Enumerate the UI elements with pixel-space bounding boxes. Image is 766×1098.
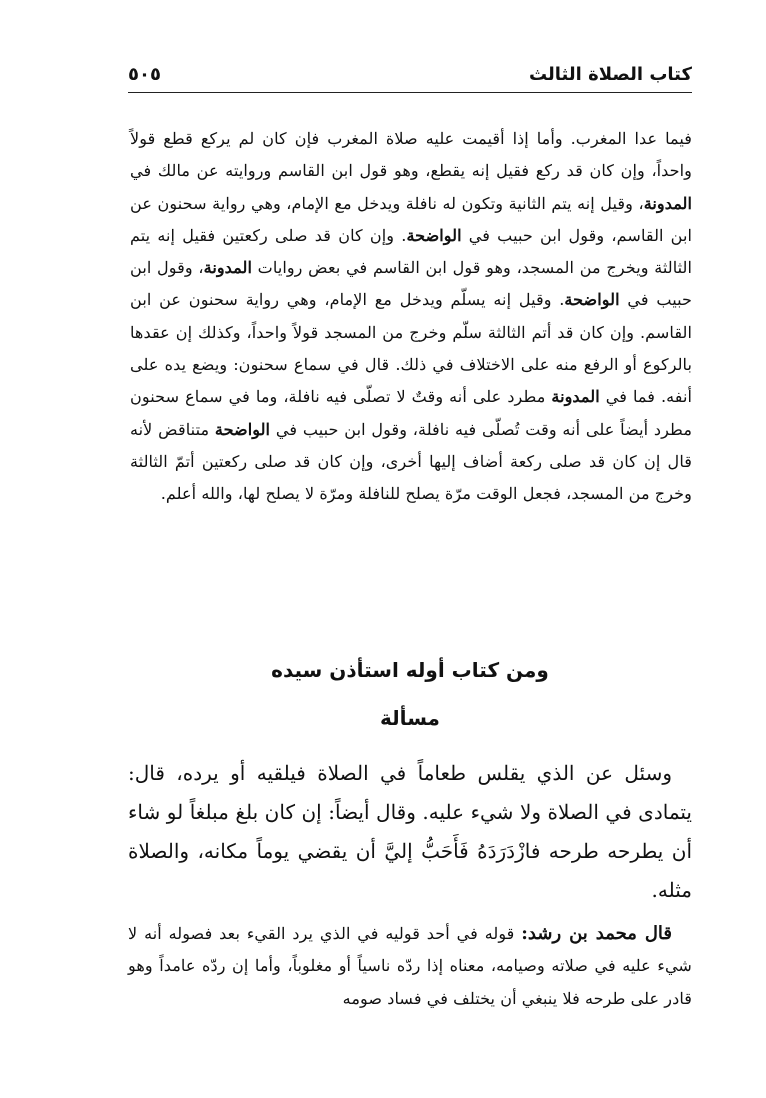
book-reference: الواضحة <box>214 419 271 439</box>
chapter-title: كتاب الصلاة الثالث <box>528 64 692 85</box>
book-reference: المدونة <box>643 193 692 213</box>
section-heading: ومن كتاب أوله استأذن سيده <box>271 658 549 682</box>
text-run: ، وقيل إنه يتم الثانية وتكون له نافلة ويدخل مع الإمام، وهي رواية سحنون عن ابن القاسم، وقول ابن حبيب في <box>130 193 692 245</box>
text-run: متناقض لأنه قال إن كان قد صلى ركعة أضاف إليها أخرى، وإن كان قد صلى ركعتين أتمّ الثالثة وخرج من المسجد، فجعل الوقت مرّة يصلح للنافلة ومرّة لا يصلح لها، والله أعلم. <box>130 419 692 504</box>
matn-text: وسئل عن الذي يقلس طعاماً في الصلاة فيلقيه أو يرده، قال: يتمادى في الصلاة ولا شيء عليه. وقال أيضاً: إن كان بلغ مبلغاً لو شاء أن يطرحه طرحه فازْدَرَدَهُ فَأَحَبُّ إليَّ أن يقضي يوماً مكانه، والصلاة مثله. <box>128 761 692 902</box>
book-reference: الواضحة <box>406 225 462 245</box>
text-run: . وقيل إنه يسلّم ويدخل مع الإمام، وهي رواية سحنون عن ابن القاسم. وإن كان قد أتم الثالثة سلّم وخرج من المسجد قولاً واحداً، وكذلك إن عقدها بالركوع أو الرفع منه على الاختلاف في ذلك. قال في سماع سحنون: ويضع يده على أنفه. فما في <box>130 290 692 407</box>
commentary-text <box>130 123 692 511</box>
running-header <box>128 62 692 93</box>
sharh-paragraph <box>128 918 692 1015</box>
book-reference: المدونة <box>203 258 252 278</box>
page-number: ٥٠٥ <box>128 64 161 85</box>
book-reference: الواضحة <box>564 290 620 310</box>
issue-heading: مسألة <box>380 706 440 730</box>
sharh-body: قوله في أحد قوليه في الذي يرد القيء بعد فصوله أنه لا شيء عليه في صلاته وصيامه، معناه إذا ردّه ناسياً أو مغلوباً، وأما إن ردّه عامداً وهو قادر على طرحه فلا ينبغي أن يختلف في فساد صومه <box>128 924 692 1008</box>
sharh-text <box>128 918 692 1015</box>
text-run: ، وقول ابن حبيب في <box>130 258 692 310</box>
text-run: . وإن كان قد صلى ركعتين فقيل إنه يتم الثالثة ويخرج من المسجد، وهو قول ابن القاسم في بعض روايات <box>130 225 692 278</box>
text-run: فيما عدا المغرب. وأما إذا أقيمت عليه صلاة المغرب فإن كان لم يركع قطع قولاً واحداً، وإن كان قد ركع فقيل إنه يقطع، وهو قول ابن القاسم وروايته عن مالك في <box>130 129 692 181</box>
text-run: مطرد على أنه وقتٌ لا تصلّى فيه نافلة، وما في سماع سحنون مطرد أيضاً على أنه وقت تُصلّى فيه نافلة، وقول ابن حبيب في <box>130 387 692 439</box>
book-reference: المدونة <box>551 387 600 407</box>
author-lead: قال محمد بن رشد: <box>521 923 673 944</box>
matn-paragraph <box>128 754 692 910</box>
commentary-paragraph <box>130 123 692 511</box>
